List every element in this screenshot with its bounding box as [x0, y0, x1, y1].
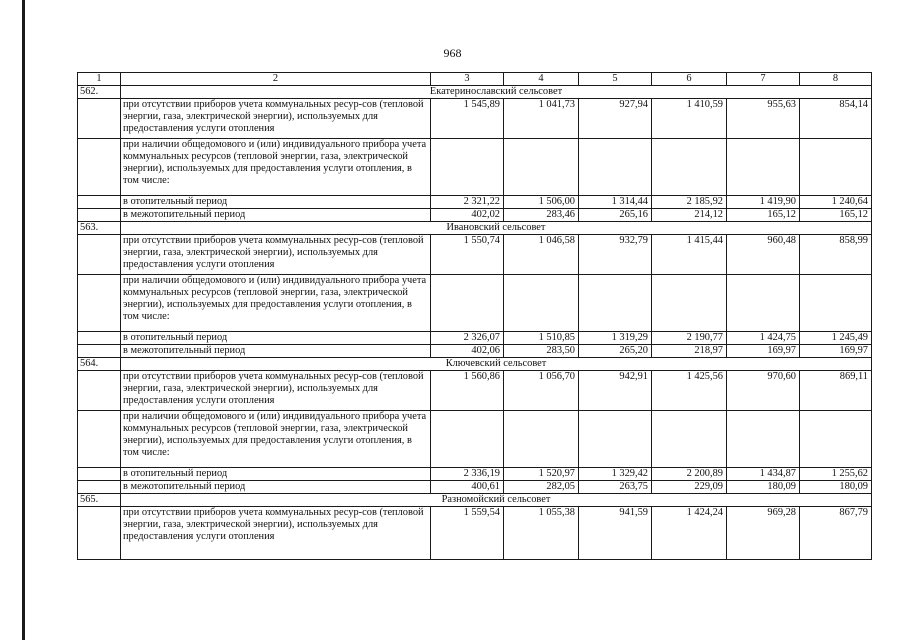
row-number-cell — [78, 345, 121, 358]
value-cell: 1 319,29 — [579, 332, 652, 345]
section-title-row — [78, 86, 872, 99]
table-row — [78, 411, 872, 468]
tariff-table — [77, 72, 872, 560]
value-cell: 969,28 — [727, 507, 800, 560]
value-cell — [504, 139, 579, 196]
value-cell — [800, 411, 872, 468]
value-cell: 2 190,77 — [652, 332, 727, 345]
value-cell — [504, 275, 579, 332]
value-cell: 1 424,75 — [727, 332, 800, 345]
value-cell — [727, 275, 800, 332]
value-cell: 218,97 — [652, 345, 727, 358]
row-label: при отсутствии приборов учета коммунальных ресур-сов (тепловой энергии, газа, электрической энергии), используемых для предоставления услуги отопления — [121, 235, 431, 275]
value-cell: 282,05 — [504, 481, 579, 494]
row-label: в отопительный период — [121, 196, 431, 209]
row-number-cell — [78, 481, 121, 494]
row-number-cell — [78, 275, 121, 332]
table-row — [78, 209, 872, 222]
row-label: при отсутствии приборов учета коммунальных ресур-сов (тепловой энергии, газа, электрической энергии), используемых для предоставления услуги отопления — [121, 371, 431, 411]
page-number: 968 — [443, 46, 462, 60]
value-cell: 1 550,74 — [431, 235, 504, 275]
value-cell — [652, 411, 727, 468]
column-header: 6 — [652, 73, 727, 86]
value-cell: 858,99 — [800, 235, 872, 275]
value-cell: 1 410,59 — [652, 99, 727, 139]
value-cell: 169,97 — [727, 345, 800, 358]
value-cell: 165,12 — [800, 209, 872, 222]
row-number-cell — [78, 235, 121, 275]
value-cell: 932,79 — [579, 235, 652, 275]
scan-edge-line — [22, 0, 25, 640]
section-number: 565. — [78, 494, 121, 507]
table-row — [78, 507, 872, 560]
table-row — [78, 139, 872, 196]
value-cell: 1 314,44 — [579, 196, 652, 209]
value-cell — [652, 139, 727, 196]
value-cell: 214,12 — [652, 209, 727, 222]
value-cell: 955,63 — [727, 99, 800, 139]
value-cell: 265,16 — [579, 209, 652, 222]
row-number-cell — [78, 139, 121, 196]
section-title-row — [78, 358, 872, 371]
value-cell: 2 200,89 — [652, 468, 727, 481]
value-cell: 263,75 — [579, 481, 652, 494]
value-cell: 1 434,87 — [727, 468, 800, 481]
value-cell — [800, 139, 872, 196]
value-cell: 970,60 — [727, 371, 800, 411]
row-number-cell — [78, 468, 121, 481]
value-cell: 1 041,73 — [504, 99, 579, 139]
value-cell: 854,14 — [800, 99, 872, 139]
value-cell: 1 245,49 — [800, 332, 872, 345]
section-title: Разномойский сельсовет — [121, 494, 872, 507]
section-title: Ивановский сельсовет — [121, 222, 872, 235]
row-number-cell — [78, 411, 121, 468]
row-label: в межотопительный период — [121, 481, 431, 494]
value-cell — [431, 275, 504, 332]
value-cell: 283,50 — [504, 345, 579, 358]
row-label: при отсутствии приборов учета коммунальных ресур-сов (тепловой энергии, газа, электрической энергии), используемых для предоставления услуги отопления — [121, 99, 431, 139]
row-label: при наличии общедомового и (или) индивидуального прибора учета коммунальных ресурсов (тепловой энергии, газа, электрической энергии), используемых для предоставления услуги отопления, в том числе: — [121, 139, 431, 196]
section-title: Ключевский сельсовет — [121, 358, 872, 371]
value-cell: 1 419,90 — [727, 196, 800, 209]
value-cell — [504, 411, 579, 468]
row-label: при отсутствии приборов учета коммунальных ресур-сов (тепловой энергии, газа, электрической энергии), используемых для предоставления услуги отопления — [121, 507, 431, 560]
value-cell: 2 326,07 — [431, 332, 504, 345]
value-cell — [652, 275, 727, 332]
value-cell: 1 520,97 — [504, 468, 579, 481]
value-cell — [579, 275, 652, 332]
value-cell: 1 560,86 — [431, 371, 504, 411]
row-label: при наличии общедомового и (или) индивидуального прибора учета коммунальных ресурсов (тепловой энергии, газа, электрической энергии), используемых для предоставления услуги отопления, в том числе: — [121, 411, 431, 468]
row-label: в отопительный период — [121, 332, 431, 345]
value-cell: 265,20 — [579, 345, 652, 358]
header-row — [78, 73, 872, 86]
value-cell — [431, 411, 504, 468]
row-number-cell — [78, 99, 121, 139]
value-cell — [579, 411, 652, 468]
row-number-cell — [78, 371, 121, 411]
value-cell — [431, 139, 504, 196]
value-cell: 402,02 — [431, 209, 504, 222]
value-cell: 869,11 — [800, 371, 872, 411]
value-cell: 942,91 — [579, 371, 652, 411]
value-cell: 1 510,85 — [504, 332, 579, 345]
column-header: 7 — [727, 73, 800, 86]
table-row — [78, 196, 872, 209]
table-row — [78, 345, 872, 358]
value-cell: 2 185,92 — [652, 196, 727, 209]
section-number: 564. — [78, 358, 121, 371]
column-header: 5 — [579, 73, 652, 86]
value-cell: 1 425,56 — [652, 371, 727, 411]
value-cell: 169,97 — [800, 345, 872, 358]
value-cell: 229,09 — [652, 481, 727, 494]
section-title-row — [78, 222, 872, 235]
table-row — [78, 235, 872, 275]
table-row — [78, 481, 872, 494]
table-row — [78, 99, 872, 139]
value-cell — [727, 139, 800, 196]
table-row — [78, 468, 872, 481]
value-cell: 1 255,62 — [800, 468, 872, 481]
row-label: в межотопительный период — [121, 209, 431, 222]
row-number-cell — [78, 507, 121, 560]
table-row — [78, 332, 872, 345]
value-cell: 1 329,42 — [579, 468, 652, 481]
section-number: 563. — [78, 222, 121, 235]
row-label: при наличии общедомового и (или) индивидуального прибора учета коммунальных ресурсов (тепловой энергии, газа, электрической энергии), используемых для предоставления услуги отопления, в том числе: — [121, 275, 431, 332]
section-title: Екатеринославский сельсовет — [121, 86, 872, 99]
value-cell: 1 240,64 — [800, 196, 872, 209]
row-number-cell — [78, 196, 121, 209]
column-header: 1 — [78, 73, 121, 86]
value-cell — [579, 139, 652, 196]
value-cell — [727, 411, 800, 468]
value-cell: 1 559,54 — [431, 507, 504, 560]
value-cell: 2 321,22 — [431, 196, 504, 209]
value-cell: 941,59 — [579, 507, 652, 560]
section-title-row — [78, 494, 872, 507]
table-row — [78, 275, 872, 332]
value-cell: 1 055,38 — [504, 507, 579, 560]
column-header: 2 — [121, 73, 431, 86]
value-cell — [800, 275, 872, 332]
value-cell: 1 056,70 — [504, 371, 579, 411]
value-cell: 867,79 — [800, 507, 872, 560]
value-cell: 400,61 — [431, 481, 504, 494]
value-cell: 402,06 — [431, 345, 504, 358]
value-cell: 165,12 — [727, 209, 800, 222]
value-cell: 283,46 — [504, 209, 579, 222]
value-cell: 180,09 — [727, 481, 800, 494]
column-header: 8 — [800, 73, 872, 86]
value-cell: 1 046,58 — [504, 235, 579, 275]
row-number-cell — [78, 332, 121, 345]
section-number: 562. — [78, 86, 121, 99]
row-label: в отопительный период — [121, 468, 431, 481]
value-cell: 927,94 — [579, 99, 652, 139]
value-cell: 180,09 — [800, 481, 872, 494]
value-cell: 2 336,19 — [431, 468, 504, 481]
table-body — [78, 73, 872, 560]
value-cell: 960,48 — [727, 235, 800, 275]
column-header: 4 — [504, 73, 579, 86]
row-number-cell — [78, 209, 121, 222]
value-cell: 1 424,24 — [652, 507, 727, 560]
column-header: 3 — [431, 73, 504, 86]
value-cell: 1 506,00 — [504, 196, 579, 209]
table-row — [78, 371, 872, 411]
row-label: в межотопительный период — [121, 345, 431, 358]
value-cell: 1 545,89 — [431, 99, 504, 139]
value-cell: 1 415,44 — [652, 235, 727, 275]
